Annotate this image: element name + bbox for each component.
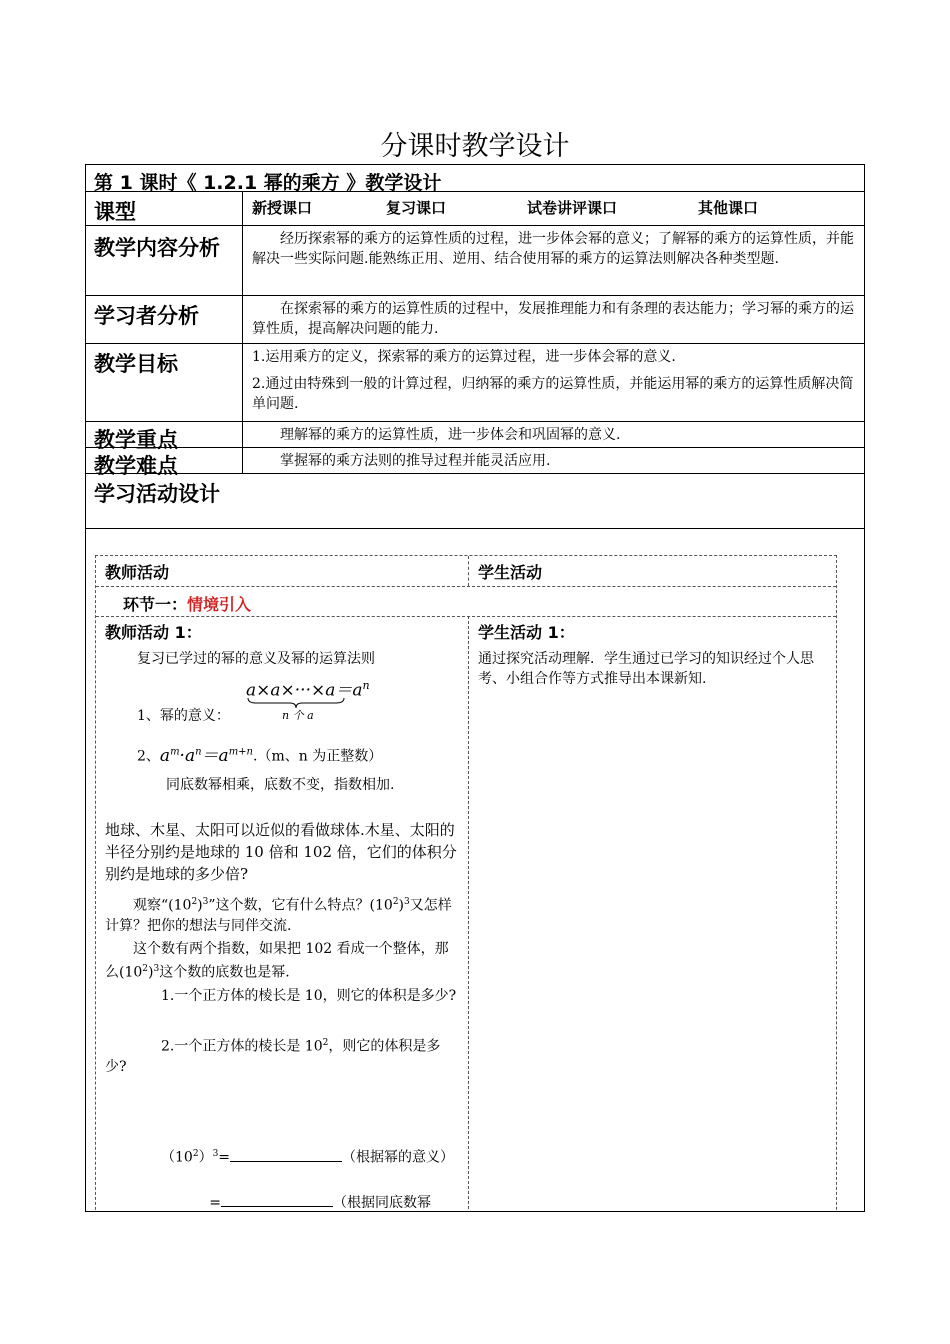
content-analysis-label: 教学内容分析 (94, 236, 220, 260)
review-intro: 复习已学过的幂的意义及幂的运算法则 (137, 651, 375, 667)
objectives-row (86, 344, 864, 422)
key-point-label: 教学重点 (94, 428, 178, 452)
difficulty-row (86, 448, 864, 478)
question-1: 1.一个正方体的棱长是 10，则它的体积是多少? (161, 988, 457, 1004)
lesson-heading-row (86, 165, 864, 192)
teacher-activity-1-title: 教师活动 1： (105, 623, 202, 642)
power-meaning-item: 1、幂的意义： (137, 708, 230, 724)
learner-analysis-label: 学习者分析 (94, 304, 199, 328)
objective-2: 2.通过由特殊到一般的计算过程，归纳幂的乘方的运算性质，并能运用幂的乘方的运算性质解决简单问题. (252, 376, 854, 412)
learner-analysis-row (86, 296, 864, 344)
power-definition-formula: $a\times a\times\cdot\cdot\cdot\times a=a^n$ (246, 679, 370, 701)
product-rule-item: 2、$a^m\cdot a^n=a^{m+n}.(m$、n 为正整数） (137, 745, 383, 766)
stage-heading (123, 592, 251, 615)
stage-prefix: 环节一： (123, 595, 188, 614)
learner-analysis-text: 在探索幂的乘方的运算性质的过程中，发展推理能力和有条理的表达能力；学习幂的乘方的运算性质，提高解决问题的能力. (252, 301, 854, 337)
difficulty-text: 掌握幂的乘方法则的推导过程并能灵活应用. (280, 453, 551, 469)
lesson-type-option-exam[interactable]: 试卷讲评课口 (527, 199, 618, 217)
lesson-type-option-review[interactable]: 复习课口 (386, 199, 447, 217)
student-activity-text: 通过探究活动理解．学生通过已学习的知识经过个人思考、小组合作等方式推导出本课新知. (478, 651, 814, 687)
content-analysis-row (86, 226, 864, 296)
difficulty-label: 教学难点 (94, 454, 178, 478)
objectives-label: 教学目标 (94, 352, 178, 376)
page-title: 分课时教学设计 (380, 131, 570, 162)
lesson-heading: 第 1 课时《 1.2.1 幂的乘方 》教学设计 (94, 172, 442, 194)
lesson-type-label: 课型 (94, 200, 136, 224)
content-analysis-text: 经历探索幂的乘方的运算性质的过程，进一步体会幂的意义；了解幂的乘方的运算性质，并能解决一些实际问题.能熟练正用、逆用、结合使用幂的乘方的运算法则解决各种类型题. (252, 231, 854, 267)
answer-blank-2[interactable] (221, 1192, 333, 1207)
lesson-type-row (86, 192, 864, 226)
student-activity-1-title: 学生活动 1： (478, 623, 575, 642)
activity-design-row (86, 474, 864, 529)
same-base-rule: 同底数幂相乘，底数不变，指数相加. (166, 777, 395, 793)
question-2: 2.一个正方体的棱长是 $10^2$，则它的体积是多少? (105, 1038, 441, 1075)
lesson-design-table (85, 164, 865, 1212)
student-activity-header: 学生活动 (478, 563, 543, 582)
activity-design-label: 学习活动设计 (94, 482, 220, 506)
activity-table (95, 555, 837, 1212)
calc-step-2: = （根据同底数幂 (105, 1192, 461, 1212)
calc-step-1: $(10^2)^3=$ （根据幂的意义） (105, 1144, 461, 1168)
lesson-type-option-other[interactable]: 其他课口 (698, 199, 759, 217)
observe-prompt: 观察“$(10^2)^3$”这个数，它有什么特点？$(10^2)^3$又怎样计算？把你的想法与同伴交流. (105, 897, 452, 934)
stage-name: 情境引入 (187, 595, 252, 614)
explain-text: 这个数有两个指数，如果把 102 看成一个整体，那么$(10^2)^3$这个数的底数也是幂. (105, 941, 449, 981)
key-point-row (86, 422, 864, 452)
answer-blank-1[interactable] (230, 1147, 342, 1162)
lesson-type-option-new[interactable]: 新授课口 (252, 199, 313, 217)
objective-1: 1.运用乘方的定义，探索幂的乘方的运算过程，进一步体会幂的意义. (252, 349, 676, 365)
underbrace-label: n 个 a (282, 709, 314, 722)
key-point-text: 理解幂的乘方的运算性质，进一步体会和巩固幂的意义. (280, 427, 621, 443)
teacher-activity-header: 教师活动 (105, 563, 170, 582)
earth-problem: 地球、木星、太阳可以近似的看做球体.木星、太阳的半径分别约是地球的 10 倍和 102 倍，它们的体积分别约是地球的多少倍? (105, 821, 457, 883)
